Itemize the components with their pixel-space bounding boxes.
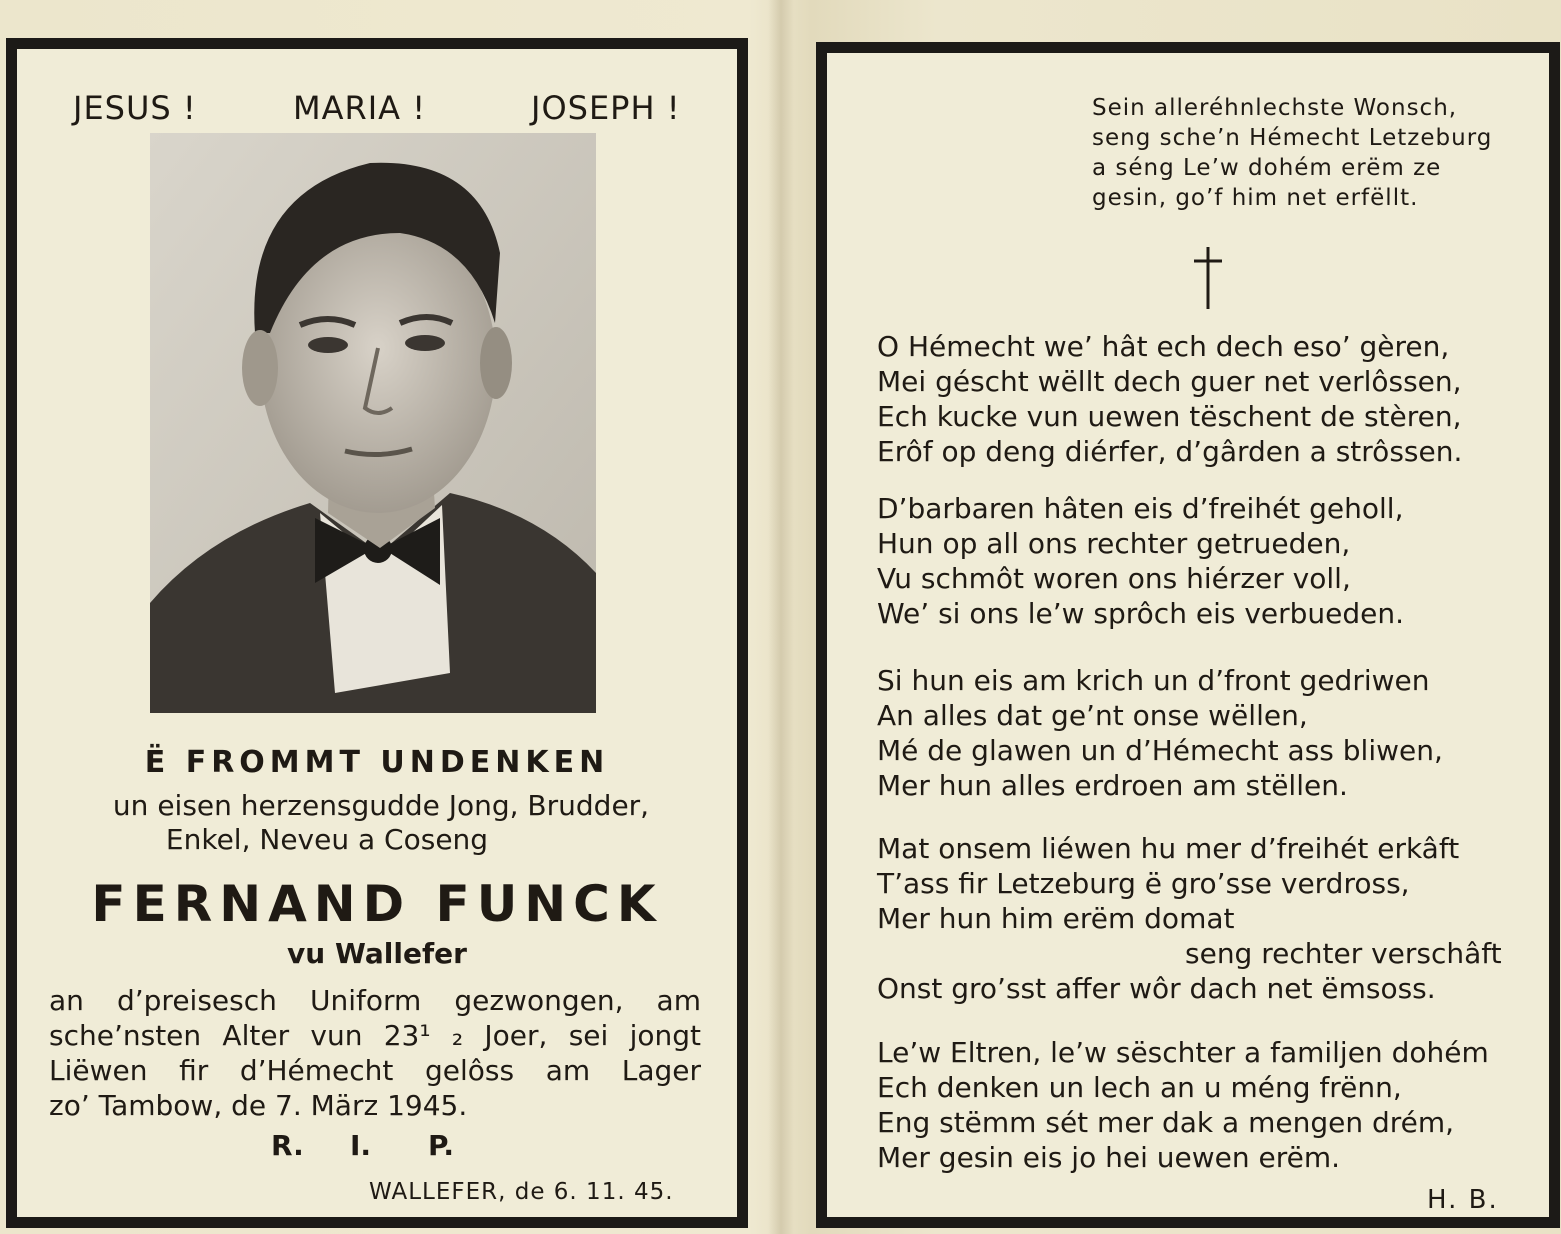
rip-i: I. — [350, 1129, 372, 1162]
poem-line: Mat onsem liéwen hu mer d’freihét erkâft — [877, 832, 1460, 865]
author-initials: H. B. — [1427, 1185, 1499, 1215]
fold-crease — [768, 0, 794, 1234]
memorial-body-text — [49, 983, 701, 1123]
poem-line: Le’w Eltren, le’w sëschter a familjen dohém — [877, 1036, 1489, 1069]
poem-line: D’barbaren hâten eis d’freihét geholl, — [877, 492, 1404, 525]
poem-line: Ech denken un lech an u méng frënn, — [877, 1071, 1402, 1104]
motto-line-4: gesin, go’f him net erfëllt. — [1092, 185, 1419, 211]
poem-line: seng rechter verschâft — [1185, 937, 1502, 970]
motto-line-3: a séng Le’w dohém erëm ze — [1092, 155, 1442, 181]
holy-name-maria: MARIA ! — [293, 89, 427, 127]
poem-line: An alles dat ge’nt onse wëllen, — [877, 699, 1308, 732]
rip-r: R. — [271, 1129, 304, 1162]
poem-line: Mer hun alles erdroen am stëllen. — [877, 769, 1348, 802]
poem-stanza-1 — [877, 329, 1517, 469]
poem-line: Hun op all ons rechter getrueden, — [877, 527, 1351, 560]
poem-line: Si hun eis am krich un d’front gedriwen — [877, 664, 1430, 697]
body-line-4: zo’ Tambow, de 7. März 1945. — [49, 1089, 468, 1122]
body-line-3: Liëwen fir d’Hémecht gelôss am Lager — [49, 1054, 701, 1087]
cross-icon — [1188, 243, 1228, 313]
poem-line: Onst gro’sst affer wôr dach net ëmsoss. — [877, 972, 1436, 1005]
poem-line: T’ass fir Letzeburg ë gro’sse verdross, — [877, 867, 1410, 900]
memorial-card-left-panel — [6, 38, 748, 1228]
holy-name-joseph: JOSEPH ! — [531, 89, 681, 127]
body-line-1: an d’preisesch Uniform gezwongen, am — [49, 984, 701, 1017]
rip-p: P. — [428, 1129, 455, 1162]
motto-text — [1092, 93, 1492, 213]
poem-stanza-3 — [877, 663, 1517, 803]
poem-line: Mé de glawen un d’Hémecht ass bliwen, — [877, 734, 1443, 767]
place-and-date: WALLEFER, de 6. 11. 45. — [369, 1179, 674, 1205]
deceased-origin: vu Wallefer — [287, 937, 467, 970]
memorial-card-right-panel — [816, 42, 1560, 1228]
poem-stanza-2 — [877, 491, 1517, 631]
body-line-2: sche’nsten Alter vun 23¹ ₂ Joer, sei jongt — [49, 1019, 701, 1052]
portrait-photo — [150, 133, 596, 713]
poem-line: Ech kucke vun uewen tëschent de stèren, — [877, 400, 1462, 433]
deceased-name: FERNAND FUNCK — [91, 875, 663, 933]
dedication-line-2: Enkel, Neveu a Coseng — [165, 823, 489, 856]
poem-line: We’ si ons le’w sprôch eis verbueden. — [877, 597, 1405, 630]
poem-stanza-4 — [877, 831, 1517, 1006]
motto-line-2: seng sche’n Hémecht Letzeburg — [1092, 125, 1493, 151]
poem-line: O Hémecht we’ hât ech dech eso’ gèren, — [877, 330, 1450, 363]
memorial-heading: Ë FROMMT UNDENKEN — [144, 745, 610, 780]
poem-stanza-5 — [877, 1035, 1517, 1175]
poem-line: Erôf op deng diérfer, d’gârden a strôssen. — [877, 435, 1463, 468]
poem-line: Vu schmôt woren ons hiérzer voll, — [877, 562, 1351, 595]
poem-line: Eng stëmm sét mer dak a mengen drém, — [877, 1106, 1455, 1139]
motto-line-1: Sein alleréhnlechste Wonsch, — [1092, 95, 1458, 121]
holy-name-jesus: JESUS ! — [73, 89, 197, 127]
dedication-line-1: un eisen herzensgudde Jong, Brudder, — [112, 789, 650, 822]
poem-line: Mei géscht wëllt dech guer net verlôssen, — [877, 365, 1462, 398]
poem-line: Mer hun him erëm domat — [877, 902, 1235, 935]
poem-line: Mer gesin eis jo hei uewen erëm. — [877, 1141, 1341, 1174]
